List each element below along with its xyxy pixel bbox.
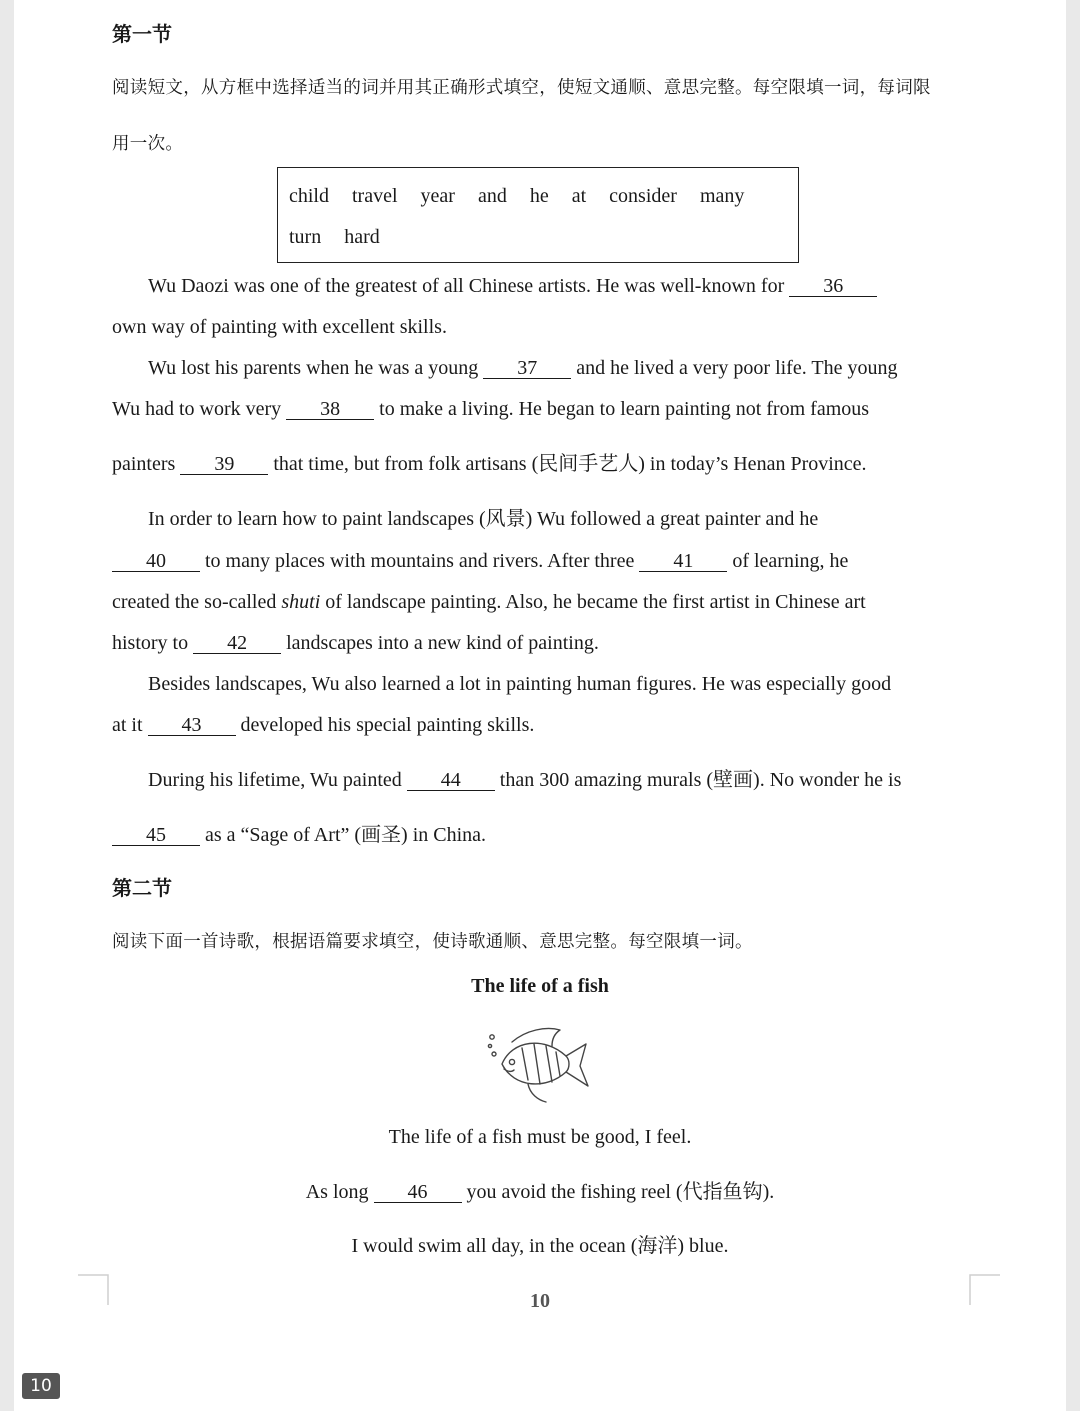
fish-illustration-icon — [482, 1022, 592, 1104]
blank-43: 43 — [148, 715, 236, 736]
passage-line: Wu Daozi was one of the greatest of all Chinese artists. He was well-known for 36 — [148, 275, 877, 298]
section1-heading: 第一节 — [112, 22, 172, 46]
passage-line: Wu had to work very 38 to make a living. He began to learn painting not from famous — [112, 398, 870, 420]
document-page — [14, 0, 1066, 1411]
passage-line: own way of painting with excellent skills. — [112, 316, 447, 338]
poem-title: The life of a fish — [471, 975, 609, 997]
italic-word: shuti — [281, 591, 321, 613]
word: hard — [344, 226, 380, 248]
word: year — [420, 185, 455, 207]
blank-36: 36 — [789, 276, 877, 297]
word: consider — [609, 185, 677, 207]
page-indicator-badge[interactable]: 10 — [22, 1373, 60, 1399]
blank-45: 45 — [112, 825, 200, 846]
passage-line: history to 42 landscapes into a new kind of painting. — [112, 632, 599, 654]
passage-line: 45 as a “Sage of Art” (画圣) in China. — [112, 818, 486, 847]
section1-instruction-line2: 用一次。 — [112, 134, 184, 154]
passage-line: During his lifetime, Wu painted 44 than 300 amazing murals (壁画). No wonder he is — [148, 769, 902, 791]
word-box-row2 — [289, 226, 398, 249]
passage-line: at it 43 developed his special painting skills. — [112, 714, 535, 736]
passage-line: Wu lost his parents when he was a young 37 and he lived a very poor life. The young — [148, 357, 898, 379]
blank-39: 39 — [180, 454, 268, 475]
word: and — [477, 185, 507, 207]
poem-line: I would swim all day, in the ocean (海洋) blue. — [351, 1235, 729, 1257]
blank-40: 40 — [112, 551, 200, 572]
word-box — [277, 167, 799, 263]
word: travel — [352, 185, 398, 207]
blank-41: 41 — [639, 551, 727, 572]
passage-line: In order to learn how to paint landscapes (风景) Wu followed a great painter and he — [148, 508, 819, 530]
poem-line: The life of a fish must be good, I feel. — [388, 1126, 692, 1148]
blank-37: 37 — [483, 358, 571, 379]
blank-42: 42 — [193, 633, 281, 654]
word: at — [571, 185, 587, 207]
blank-44: 44 — [407, 770, 495, 791]
word: he — [529, 185, 549, 207]
blank-46: 46 — [374, 1182, 462, 1203]
section2-instruction: 阅读下面一首诗歌，根据语篇要求填空，使诗歌通顺、意思完整。每空限填一词。 — [112, 932, 753, 952]
page-number: 10 — [530, 1290, 550, 1312]
blank-38: 38 — [286, 399, 374, 420]
passage-line: 40 to many places with mountains and rivers. After three 41 of learning, he — [112, 550, 848, 573]
passage-line: painters 39 that time, but from folk artisans (民间手艺人) in today’s Henan Province. — [112, 453, 867, 475]
poem-line: As long 46 you avoid the fishing reel (代指鱼钩). — [305, 1181, 775, 1203]
word-box-row1 — [289, 185, 762, 208]
passage-line: Besides landscapes, Wu also learned a lot in painting human figures. He was especially good — [148, 673, 892, 695]
section1-instruction-line1: 阅读短文，从方框中选择适当的词并用其正确形式填空，使短文通顺、意思完整。每空限填一词，每词限 — [112, 78, 931, 98]
passage-line: created the so-called shuti of landscape painting. Also, he became the first artist in Chinese art — [112, 591, 866, 613]
word: many — [699, 185, 745, 207]
section2-heading: 第二节 — [112, 876, 172, 900]
word: turn — [289, 226, 322, 248]
word: child — [289, 185, 329, 207]
